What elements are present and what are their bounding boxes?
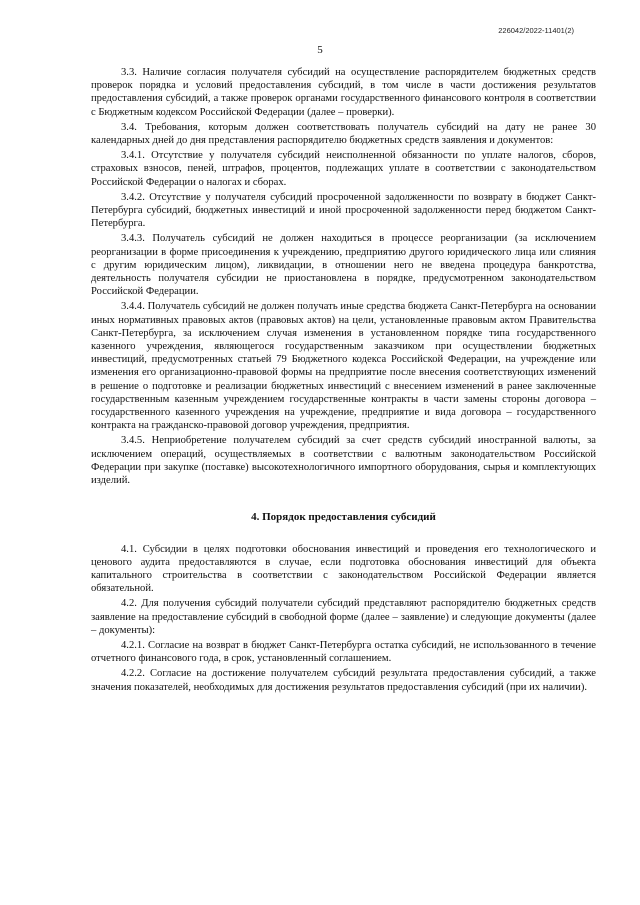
paragraph-4-2-2: 4.2.2. Согласие на достижение получателем субсидий результата предоставления субсидий, а также значения показателей, необходимых для достижения результатов предоставления субсидий (при их наличии). xyxy=(91,668,596,693)
paragraph-3-4-3: 3.4.3. Получатель субсидий не должен находиться в процессе реорганизации (за исключением реорганизации в форме присоединения к учреждению, предприятию другого юридического лица или слияния с другим юридическим лицом), ликвидации, в отношении него не введена процедура банкротства, деятельность получателя субсидии не приостановлена в порядке, предусмотренном законодательством Российской Федерации. xyxy=(91,233,596,298)
document-id: 226042/2022-11401(2) xyxy=(498,26,574,35)
paragraph-3-4: 3.4. Требования, которым должен соответствовать получатель субсидий на дату не ранее 30 календарных дней до дня представления распорядителю бюджетных средств заявления и документов: xyxy=(91,121,596,147)
paragraph-3-3: 3.3. Наличие согласия получателя субсидий на осуществление распорядителем бюджетных средств проверок порядка и условий предоставления субсидий, в том числе в части достижения результатов предоставления субсидий, а также проверок органами государственного финансового контроля в соответствии с Бюджетным кодексом Российской Федерации (далее – проверки). xyxy=(91,67,596,118)
paragraph-4-1: 4.1. Субсидии в целях подготовки обоснования инвестиций и проведения его технологического и ценового аудита предоставляются в случае, если подготовка обоснования инвестиций для объекта капитального строительства в соответствии с законодательством Российской Федерации является обязательной. xyxy=(91,543,596,595)
paragraph-3-4-1: 3.4.1. Отсутствие у получателя субсидий неисполненной обязанности по уплате налогов, сборов, страховых взносов, пеней, штрафов, процентов, подлежащих уплате в соответствии с законодательством Российской Федерации о налогах и сборах. xyxy=(91,150,596,188)
page-number: 5 xyxy=(317,44,323,56)
paragraph-4-2: 4.2. Для получения субсидий получатели субсидий представляют распорядителю бюджетных средств заявление на предоставление субсидий в свободной форме (далее – заявление) и следующие документы (далее – документы): xyxy=(91,598,596,636)
document-body xyxy=(91,66,596,694)
paragraph-4-2-1: 4.2.1. Согласие на возврат в бюджет Санкт-Петербурга остатка субсидий, не использованного в течение отчетного финансового года, в срок, установленный соглашением. xyxy=(91,639,596,665)
paragraph-3-4-4: 3.4.4. Получатель субсидий не должен получать иные средства бюджета Санкт-Петербурга на основании иных нормативных правовых актов (правовых актов) на цели, установленные правовым актом Правительства Санкт-Петербурга, за исключением случая изменения в установленном порядке типа государственного казенного учреждения, являющегося государственным заказчиком при осуществлении бюджетных инвестиций, предусмотренных статьей 79 Бюджетного кодекса Российской Федерации, на учреждение или изменения его организационно-правовой формы на предприятие после внесения соответствующих изменений в решение о подготовке и реализации бюджетных инвестиций с внесением изменений в ранее заключенные государственным казенным учреждением государственные контракты в части замены стороны договора – государственного казенного учреждения на учреждение, предприятие и вида договора – государственного контракта на гражданско-правовой договор учреждения, предприятия. xyxy=(91,301,596,432)
paragraph-3-4-5: 3.4.5. Неприобретение получателем субсидий за счет средств субсидий иностранной валюты, за исключением операций, осуществляемых в соответствии с валютным законодательством Российской Федерации при закупке (поставке) высокотехнологичного импортного оборудования, сырья и комплектующих изделий. xyxy=(91,435,596,487)
section-4-heading: 4. Порядок предоставления субсидий xyxy=(251,511,436,524)
paragraph-3-4-2: 3.4.2. Отсутствие у получателя субсидий просроченной задолженности по возврату в бюджет Санкт-Петербурга субсидий, бюджетных инвестиций и иной просроченной задолженности перед бюджетом Санкт-Петербурга. xyxy=(91,191,596,230)
